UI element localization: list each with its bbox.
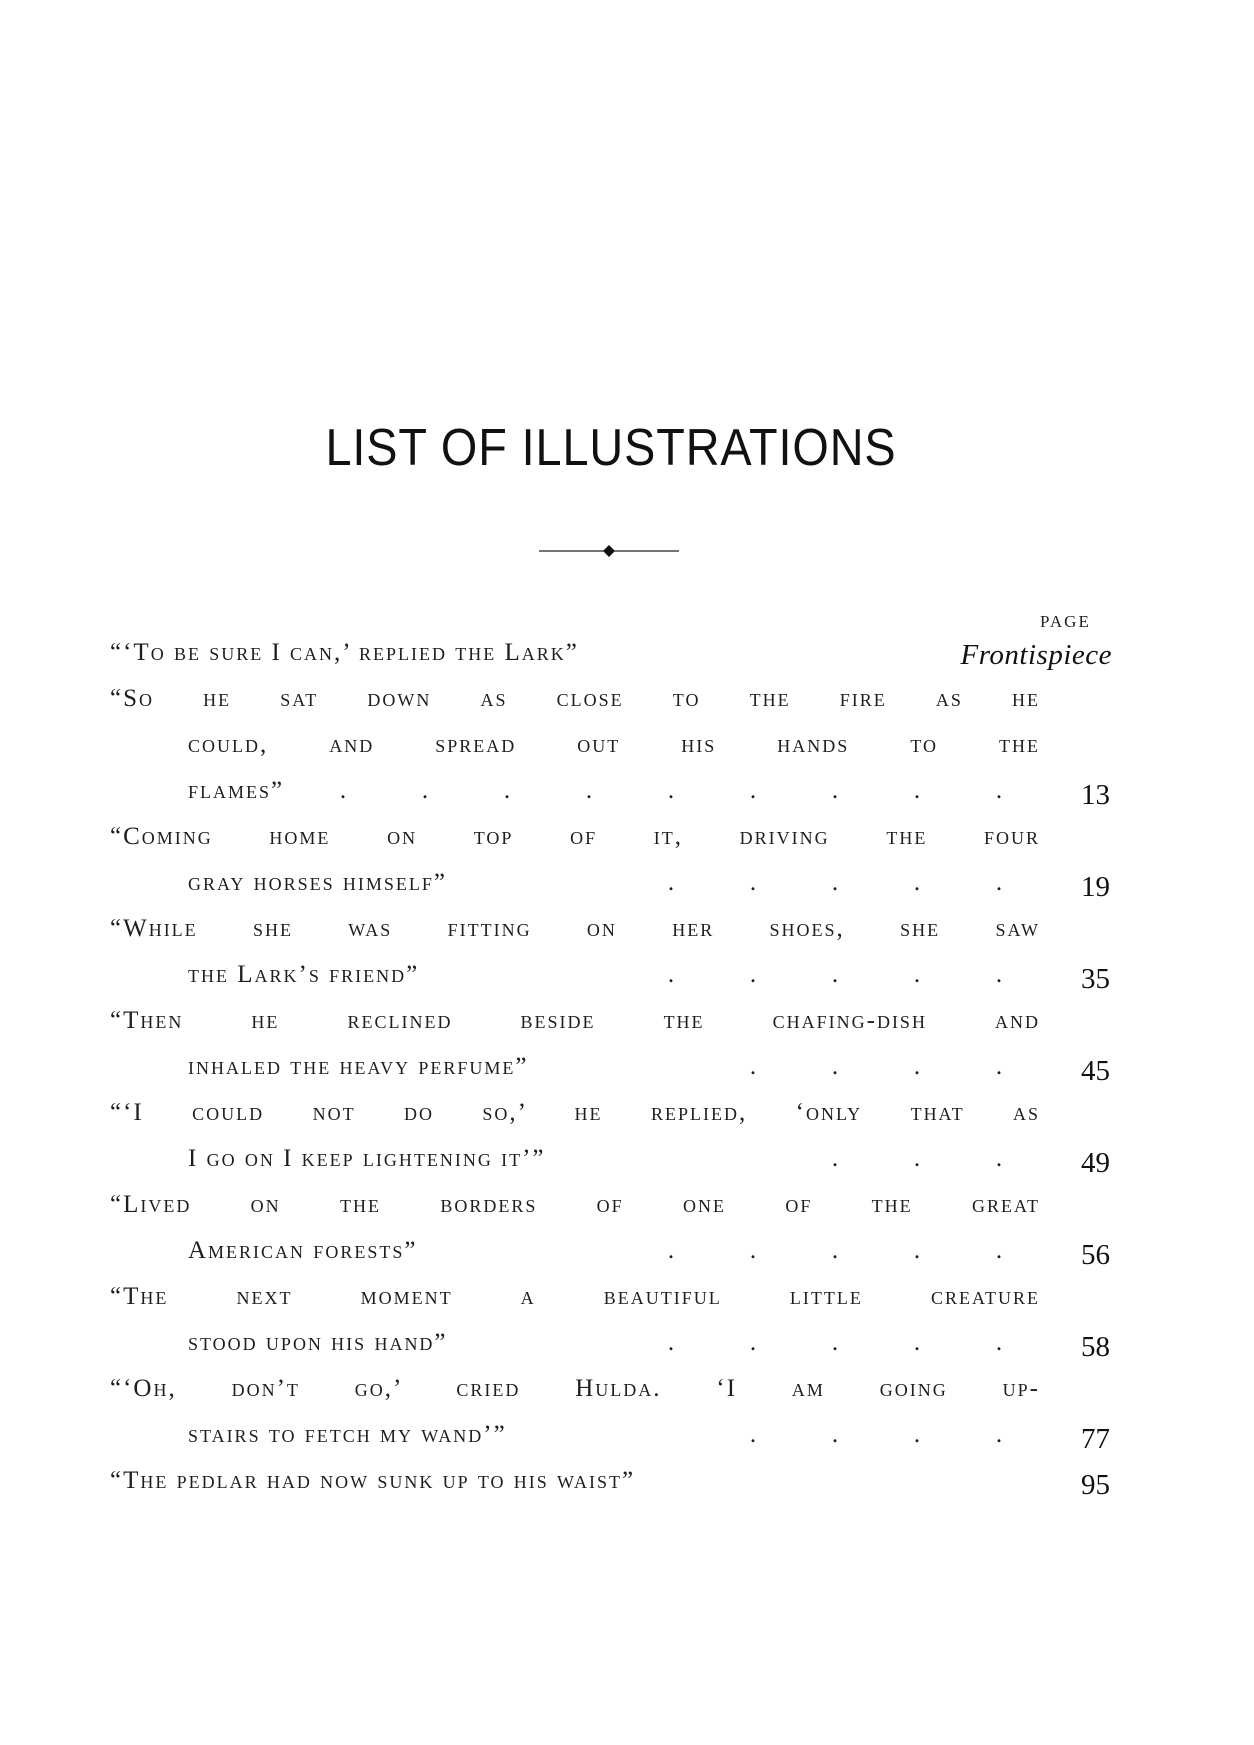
entry-line [110, 860, 1110, 906]
leader-dots: . . . . . [667, 961, 1003, 988]
list-entry [110, 630, 1110, 676]
entry-line [110, 1044, 1110, 1090]
entry-caption-line: stood upon his hand” [188, 1329, 448, 1356]
list-entry [110, 676, 1110, 814]
entry-line [110, 814, 1110, 860]
entry-line [110, 768, 1110, 814]
leader-dots: . . . . . . . . . [339, 777, 1003, 804]
entry-line [110, 722, 1110, 768]
entry-caption-line: the Lark’s friend” [188, 961, 420, 988]
entry-caption-line: “Lived on the borders of one of the great [110, 1191, 1040, 1218]
entry-line [110, 1228, 1110, 1274]
entry-page-label: Frontispiece [960, 639, 1112, 671]
entry-page-number: 56 [1081, 1239, 1110, 1271]
entry-page-number: 13 [1081, 779, 1110, 811]
entry-caption-line: “So he sat down as close to the fire as he [110, 685, 1040, 712]
entry-line [110, 1412, 1110, 1458]
entry-page-number: 77 [1081, 1423, 1110, 1455]
entry-caption-line: inhaled the heavy perfume” [188, 1053, 529, 1080]
leader-dots: . . . . . [667, 1237, 1003, 1264]
entry-page-number: 95 [1081, 1469, 1110, 1501]
entry-caption-line: “The next moment a beautiful little creature [110, 1283, 1040, 1310]
entry-caption-line: flames” [188, 777, 285, 804]
page-title: LIST OF ILLUSTRATIONS [325, 419, 897, 477]
title-ornament-divider [539, 544, 679, 558]
leader-dots: . . . . [749, 1421, 1003, 1448]
entry-caption-line: I go on I keep lightening it’” [188, 1145, 546, 1172]
entry-caption-line: stairs to fetch my wand’” [188, 1421, 507, 1448]
entry-caption-line: gray horses himself” [188, 869, 447, 896]
entry-line [110, 998, 1110, 1044]
entry-page-number: 49 [1081, 1147, 1110, 1179]
entry-line [110, 1136, 1110, 1182]
entry-caption-line: could, and spread out his hands to the [188, 731, 1040, 758]
entry-page-number: 45 [1081, 1055, 1110, 1087]
entry-caption-line: American forests” [188, 1237, 418, 1264]
entry-caption-line: “‘To be sure I can,’ replied the Lark” [110, 639, 579, 666]
list-entry [110, 1274, 1110, 1366]
entry-page-number: 19 [1081, 871, 1110, 903]
entry-line [110, 630, 1110, 676]
list-entry [110, 1366, 1110, 1458]
entry-line [110, 952, 1110, 998]
leader-dots: . . . . . [667, 869, 1003, 896]
entry-line [110, 1320, 1110, 1366]
list-entry [110, 906, 1110, 998]
list-entry [110, 998, 1110, 1090]
entry-page-number: 58 [1081, 1331, 1110, 1363]
entry-caption-line: “The pedlar had now sunk up to his waist” [110, 1467, 636, 1494]
entry-caption-line: “‘I could not do so,’ he replied, ‘only that as [110, 1099, 1040, 1126]
entry-caption-line: “‘Oh, don’t go,’ cried Hulda. ‘I am going up- [110, 1375, 1040, 1402]
leader-dots: . . . . [749, 1053, 1003, 1080]
entry-line [110, 676, 1110, 722]
leader-dots: . . . [831, 1145, 1003, 1172]
page-column-header: PAGE [1040, 612, 1091, 631]
entry-caption-line: “Coming home on top of it, driving the four [110, 823, 1040, 850]
list-entry [110, 1458, 1110, 1504]
entry-page-number: 35 [1081, 963, 1110, 995]
entry-line [110, 1090, 1110, 1136]
entry-line [110, 1458, 1110, 1504]
entry-line [110, 1274, 1110, 1320]
entry-caption-line: “While she was fitting on her shoes, she saw [110, 915, 1040, 942]
list-entry [110, 1090, 1110, 1182]
entry-caption-line: “Then he reclined beside the chafing-dish and [110, 1007, 1040, 1034]
entry-line [110, 906, 1110, 952]
illustrations-list [110, 630, 1110, 1504]
list-entry [110, 814, 1110, 906]
entry-line [110, 1366, 1110, 1412]
entry-line [110, 1182, 1110, 1228]
list-entry [110, 1182, 1110, 1274]
leader-dots: . . . . . [667, 1329, 1003, 1356]
